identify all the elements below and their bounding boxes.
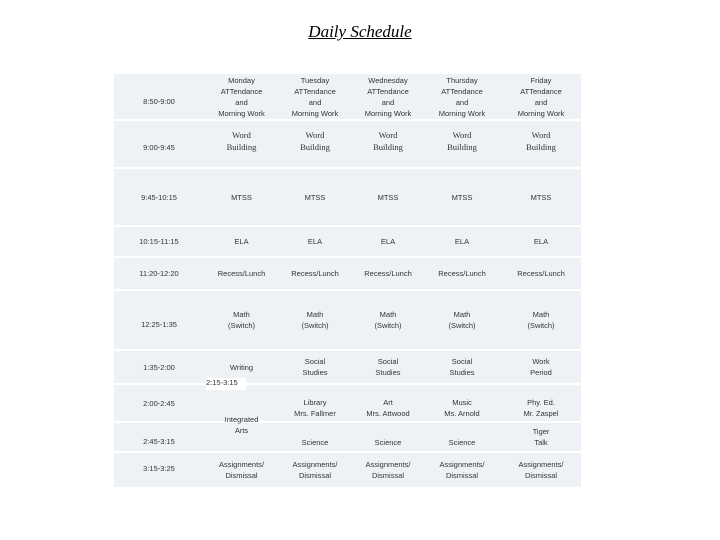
time-cell: 3:15-3:25 bbox=[143, 463, 175, 473]
schedule-cell: Recess/Lunch bbox=[438, 269, 486, 278]
time-cell: 9:45-10:15 bbox=[141, 192, 177, 202]
schedule-cell: ELA bbox=[234, 237, 249, 246]
table-row bbox=[114, 291, 581, 349]
schedule-cell: Library Mrs. Fallmer bbox=[294, 398, 336, 418]
schedule-cell: Science bbox=[448, 437, 476, 447]
table-row bbox=[114, 258, 581, 289]
table-row bbox=[114, 74, 581, 119]
schedule-cell: Assignments/ Dismissal bbox=[365, 460, 411, 480]
schedule-cell: Writing bbox=[229, 362, 254, 372]
schedule-cell: Assignments/ Dismissal bbox=[218, 460, 265, 480]
time-cell: 2:45-3:15 bbox=[143, 436, 175, 446]
day-header-monday: Monday ATTendance and Morning Work bbox=[218, 75, 265, 118]
schedule-cell: MTSS bbox=[377, 192, 399, 202]
schedule-cell: Music Ms. Arnold bbox=[444, 398, 480, 418]
time-cell: 10:15-11:15 bbox=[139, 237, 179, 246]
table-row bbox=[114, 385, 581, 421]
schedule-cell: Math (Switch) bbox=[374, 310, 402, 330]
schedule-cell: Word Building bbox=[526, 130, 556, 152]
day-header-friday: Friday ATTendance and Morning Work bbox=[517, 75, 565, 118]
table-row bbox=[114, 415, 581, 451]
time-cell: 1:35-2:00 bbox=[143, 362, 175, 372]
day-header-tuesday: Tuesday ATTendance and Morning Work bbox=[291, 75, 339, 118]
schedule-cell: Art Mrs. Attwood bbox=[366, 398, 410, 418]
schedule-cell: Math (Switch) bbox=[448, 310, 476, 330]
schedule-cell: Social Studies bbox=[375, 357, 401, 377]
schedule-cell: MTSS bbox=[530, 192, 552, 202]
schedule-cell: Work Period bbox=[530, 357, 552, 377]
schedule-cell: Word Building bbox=[226, 130, 257, 152]
schedule-cell: Recess/Lunch bbox=[217, 269, 266, 278]
schedule-cell: Math (Switch) bbox=[301, 310, 329, 330]
schedule-cell: Social Studies bbox=[302, 357, 328, 377]
schedule-cell: Social Studies bbox=[449, 357, 475, 377]
schedule-cell: ELA bbox=[307, 237, 323, 246]
schedule-cell: Word Building bbox=[447, 130, 477, 152]
schedule-cell: Assignments/ Dismissal bbox=[439, 460, 485, 480]
time-cell: 11:20-12:20 bbox=[139, 269, 179, 278]
day-header-wednesday: Wednesday ATTendance and Morning Work bbox=[364, 75, 412, 118]
schedule-cell: MTSS bbox=[304, 192, 326, 202]
schedule-cell: ELA bbox=[533, 237, 549, 246]
schedule-cell: Tiger Talk bbox=[532, 427, 550, 447]
schedule-cell: Assignments/ Dismissal bbox=[292, 460, 338, 480]
schedule-cell: Integrated Arts bbox=[224, 415, 259, 435]
schedule-cell: ELA bbox=[454, 237, 470, 246]
page-title: Daily Schedule bbox=[308, 22, 412, 41]
time-cell: 9:00-9:45 bbox=[143, 142, 175, 152]
schedule-cell: Science bbox=[374, 437, 402, 447]
day-header-thursday: Thursday ATTendance and Morning Work bbox=[438, 75, 486, 118]
schedule-cell: Science bbox=[301, 437, 329, 447]
table-row bbox=[114, 351, 581, 383]
schedule-cell: Recess/Lunch bbox=[364, 269, 412, 278]
schedule-cell: MTSS bbox=[231, 192, 252, 202]
schedule-cell: Phy. Ed. Mr. Zaspel bbox=[523, 398, 559, 418]
table-row bbox=[114, 169, 581, 225]
schedule-cell: Math (Switch) bbox=[227, 310, 256, 330]
schedule-cell: Recess/Lunch bbox=[517, 269, 565, 278]
schedule-table bbox=[114, 74, 581, 487]
time-cell: 12:25-1:35 bbox=[141, 319, 177, 329]
schedule-cell: Recess/Lunch bbox=[291, 269, 339, 278]
schedule-cell: ELA bbox=[380, 237, 396, 246]
schedule-cell: Assignments/ Dismissal bbox=[518, 460, 564, 480]
schedule-cell: MTSS bbox=[451, 192, 473, 202]
schedule-cell: Math (Switch) bbox=[527, 310, 555, 330]
schedule-cell: Word Building bbox=[373, 130, 403, 152]
time-cell: 8:50-9:00 bbox=[143, 97, 175, 106]
table-row bbox=[114, 121, 581, 167]
table-row bbox=[114, 453, 581, 487]
schedule-cell: Word Building bbox=[300, 130, 330, 152]
table-row bbox=[114, 227, 581, 256]
time-note: 2:15-3:15 bbox=[206, 378, 246, 390]
time-cell: 2:00-2:45 bbox=[143, 398, 175, 408]
